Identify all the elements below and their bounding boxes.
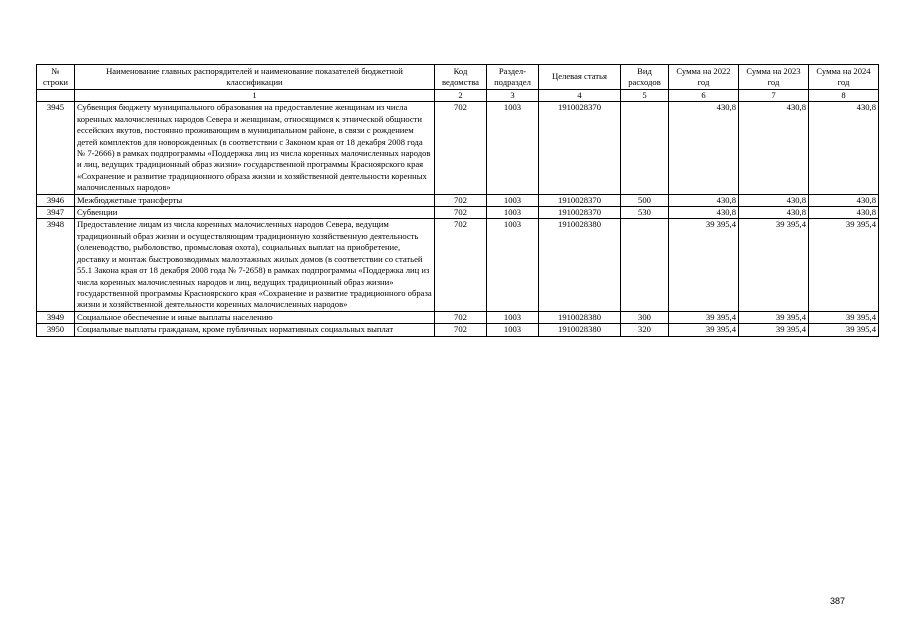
- row-name: Межбюджетные трансферты: [75, 194, 435, 206]
- row-sum-2023: 430,8: [739, 207, 809, 219]
- row-dept-code: 702: [435, 207, 487, 219]
- row-sum-2023: 39 395,4: [739, 311, 809, 323]
- budget-sheet: [36, 64, 879, 337]
- row-name: Социальное обеспечение и иные выплаты населению: [75, 311, 435, 323]
- row-dept-code: 702: [435, 102, 487, 194]
- row-dept-code: 702: [435, 311, 487, 323]
- row-target-article: 1910028380: [539, 311, 621, 323]
- row-number: 3946: [37, 194, 75, 206]
- row-target-article: 1910028380: [539, 324, 621, 336]
- table-row: [37, 324, 879, 336]
- row-sum-2022: 430,8: [669, 194, 739, 206]
- row-expense-type: 530: [621, 207, 669, 219]
- row-sum-2022: 39 395,4: [669, 219, 739, 311]
- row-expense-type: [621, 102, 669, 194]
- table-row: [37, 194, 879, 206]
- row-number: 3947: [37, 207, 75, 219]
- row-target-article: 1910028370: [539, 207, 621, 219]
- row-section: 1003: [487, 219, 539, 311]
- row-sum-2023: 39 395,4: [739, 219, 809, 311]
- row-sum-2024: 39 395,4: [809, 311, 879, 323]
- row-name: Субвенция бюджету муниципального образования на предоставление женщинам из числа коренных малочисленных народов Севера и женщинам, относящимся к этнической общности ессейских якутов, постоянно проживающим в муниципальном районе, в связи с рождением детей комплектов для новорожденных (в соответствии с Законом края от 18 декабря 2008 года № 7-2666) в рамках подпрограммы «Поддержка лиц из числа коренных малочисленных народов и лиц, ведущих традиционный образ жизни» государственной программы Красноярского края «Сохранение и развитие традиционного образа жизни и хозяйственной деятельности коренных малочисленных народов»: [75, 102, 435, 194]
- row-number: 3949: [37, 311, 75, 323]
- table-row: [37, 311, 879, 323]
- row-target-article: 1910028370: [539, 194, 621, 206]
- row-expense-type: 500: [621, 194, 669, 206]
- col-header-section: Раздел-подраздел: [487, 65, 539, 90]
- page-number: 387: [830, 596, 846, 606]
- table-row: [37, 102, 879, 194]
- header-row: [37, 65, 879, 90]
- budget-table: [36, 64, 879, 337]
- col-number: 3: [487, 90, 539, 102]
- col-header-row-number: № строки: [37, 65, 75, 90]
- col-header-sum-2023: Сумма на 2023 год: [739, 65, 809, 90]
- col-header-target-article: Целевая статья: [539, 65, 621, 90]
- col-header-dept-code: Код ведомства: [435, 65, 487, 90]
- col-header-expense-type: Вид расходов: [621, 65, 669, 90]
- row-number: 3948: [37, 219, 75, 311]
- table-row: [37, 219, 879, 311]
- col-number: 1: [75, 90, 435, 102]
- row-sum-2022: 39 395,4: [669, 311, 739, 323]
- col-number: 2: [435, 90, 487, 102]
- row-number: 3945: [37, 102, 75, 194]
- row-sum-2024: 39 395,4: [809, 219, 879, 311]
- row-sum-2024: 430,8: [809, 207, 879, 219]
- row-sum-2023: 430,8: [739, 102, 809, 194]
- row-sum-2024: 430,8: [809, 194, 879, 206]
- table-row: [37, 207, 879, 219]
- row-expense-type: 320: [621, 324, 669, 336]
- col-number: 5: [621, 90, 669, 102]
- row-target-article: 1910028380: [539, 219, 621, 311]
- row-section: 1003: [487, 207, 539, 219]
- row-name: Субвенции: [75, 207, 435, 219]
- col-header-sum-2022: Сумма на 2022 год: [669, 65, 739, 90]
- row-sum-2022: 430,8: [669, 102, 739, 194]
- row-sum-2022: 430,8: [669, 207, 739, 219]
- row-dept-code: 702: [435, 219, 487, 311]
- col-header-sum-2024: Сумма на 2024 год: [809, 65, 879, 90]
- row-section: 1003: [487, 311, 539, 323]
- row-dept-code: 702: [435, 324, 487, 336]
- row-target-article: 1910028370: [539, 102, 621, 194]
- column-number-row: [37, 90, 879, 102]
- row-name: Предоставление лицам из числа коренных малочисленных народов Севера, ведущим традиционный образ жизни и осуществляющим традиционную хозяйственную деятельность (оленеводство, рыболовство, промысловая охота), социальных выплат на приобретение, доставку и монтаж быстровозводимых малоэтажных жилых домов (в соответствии со статьей 55.1 Закона края от 18 декабря 2008 года № 7-2658) в рамках подпрограммы «Поддержка лиц из числа коренных малочисленных народов и лиц, ведущих традиционный образ жизни» государственной программы Красноярского края «Сохранение и развитие традиционного образа жизни и хозяйственной деятельности коренных малочисленных народов»: [75, 219, 435, 311]
- row-number: 3950: [37, 324, 75, 336]
- row-expense-type: 300: [621, 311, 669, 323]
- col-header-name: Наименование главных распорядителей и наименование показателей бюджетной классификации: [75, 65, 435, 90]
- row-dept-code: 702: [435, 194, 487, 206]
- col-number: 7: [739, 90, 809, 102]
- row-sum-2024: 39 395,4: [809, 324, 879, 336]
- row-expense-type: [621, 219, 669, 311]
- row-section: 1003: [487, 324, 539, 336]
- row-sum-2023: 39 395,4: [739, 324, 809, 336]
- row-section: 1003: [487, 194, 539, 206]
- col-number: [37, 90, 75, 102]
- row-sum-2022: 39 395,4: [669, 324, 739, 336]
- col-number: 8: [809, 90, 879, 102]
- col-number: 6: [669, 90, 739, 102]
- row-sum-2024: 430,8: [809, 102, 879, 194]
- col-number: 4: [539, 90, 621, 102]
- row-sum-2023: 430,8: [739, 194, 809, 206]
- row-section: 1003: [487, 102, 539, 194]
- row-name: Социальные выплаты гражданам, кроме публичных нормативных социальных выплат: [75, 324, 435, 336]
